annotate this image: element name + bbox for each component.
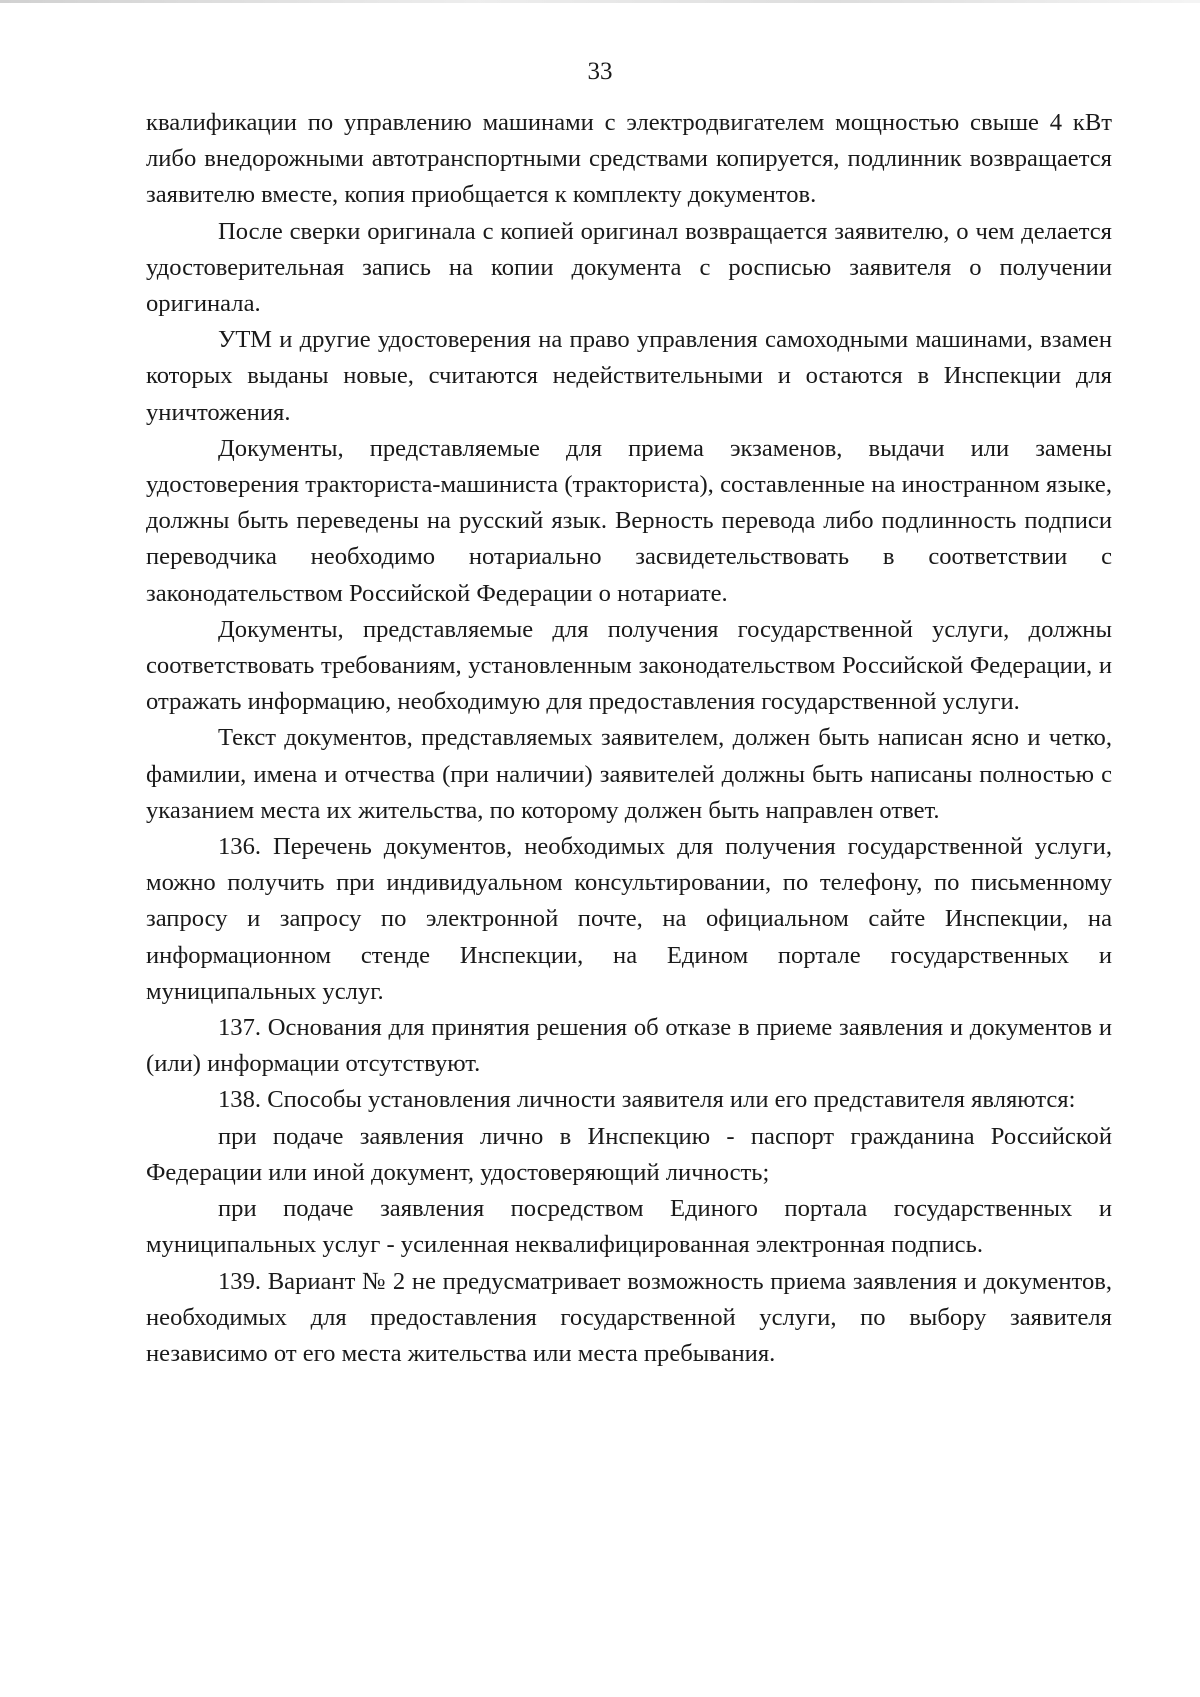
paragraph-document-requirements: Документы, представляемые для получения государственной услуги, должны соответствовать требованиям, установленным законодательством Российской Федерации, и отражать информацию, необходимую для предоставления государственной услуги. <box>146 615 1112 716</box>
paragraph-139: 139. Вариант № 2 не предусматривает возможность приема заявления и документов, необходимых для предоставления государственной услуги, по выбору заявителя независимо от его места жительства или места пребывания. <box>146 1267 1112 1367</box>
paragraph-136: 136. Перечень документов, необходимых для получения государственной услуги, можно получить при индивидуальном консультировании, по телефону, по письменному запросу и запросу по электронной почте, на официальном сайте Инспекции, на информационном стенде Инспекции, на Едином портале государственных и муниципальных услуг. <box>146 833 1112 1005</box>
page-number: 33 <box>587 58 613 85</box>
paragraph-foreign-language: Документы, представляемые для приема экзаменов, выдачи или замены удостоверения тракториста-машиниста (тракториста), составленные на иностранном языке, должны быть переведены на русский язык. Верность перевода либо подлинность подписи переводчика необходимо нотариально засвидетельствовать в соответствии с законодательством Российской Федерации о нотариате. <box>146 434 1112 607</box>
paragraph-138: 138. Способы установления личности заявителя или его представителя являются: <box>218 1086 1076 1114</box>
paragraph-text-clarity: Текст документов, представляемых заявителем, должен быть написан ясно и четко, фамилии, имена и отчества (при наличии) заявителей должны быть написаны полностью с указанием места их жительства, по которому должен быть направлен ответ. <box>146 724 1112 824</box>
paragraph-138-in-person: при подаче заявления лично в Инспекцию - паспорт гражданина Российской Федерации или иной документ, удостоверяющий личность; <box>146 1122 1112 1186</box>
paragraph-utm-invalid: УТМ и другие удостоверения на право управления самоходными машинами, взамен которых выданы новые, считаются недействительными и остаются в Инспекции для уничтожения. <box>146 326 1112 426</box>
document-body <box>146 105 1112 1372</box>
paragraph-copy-verification: После сверки оригинала с копией оригинал возвращается заявителю, о чем делается удостоверительная запись на копии документа с росписью заявителя о получении оригинала. <box>146 217 1112 318</box>
paragraph-137: 137. Основания для принятия решения об отказе в приеме заявления и документов и (или) информации отсутствуют. <box>146 1014 1112 1078</box>
scan-edge <box>0 0 1200 3</box>
paragraph-138-portal: при подаче заявления посредством Единого портала государственных и муниципальных услуг - усиленная неквалифицированная электронная подпись. <box>146 1195 1112 1259</box>
paragraph-continuation: квалификации по управлению машинами с электродвигателем мощностью свыше 4 кВт либо внедорожными автотранспортными средствами копируется, подлинник возвращается заявителю вместе, копия приобщается к комплекту документов. <box>146 109 1112 209</box>
